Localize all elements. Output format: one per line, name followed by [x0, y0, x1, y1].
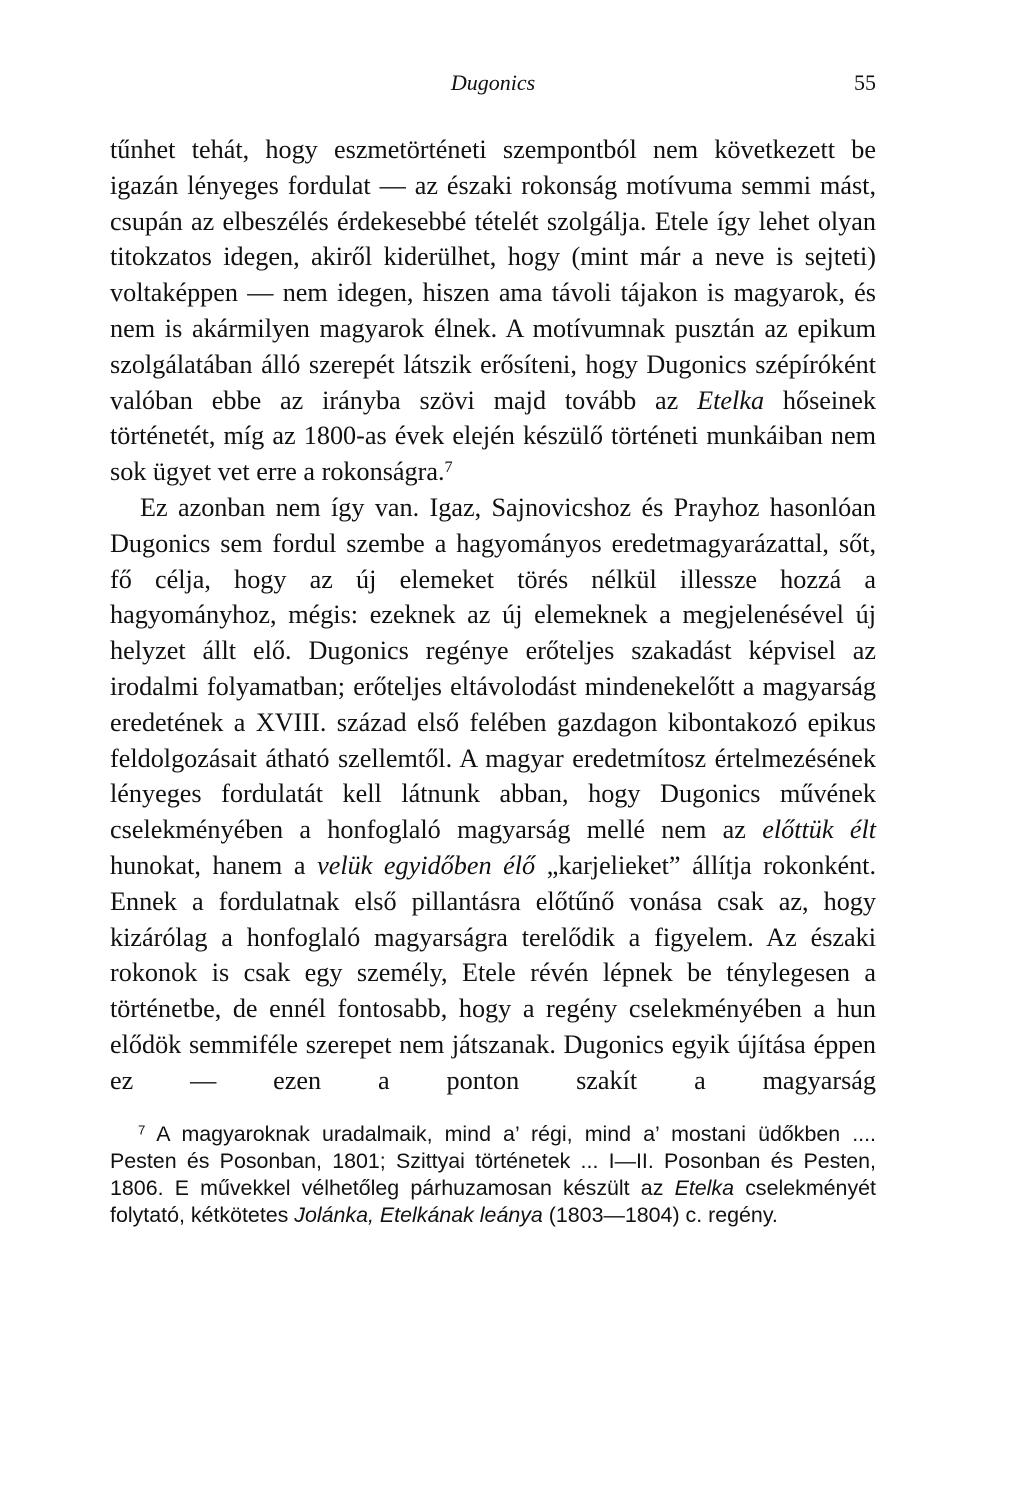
running-head: [110, 70, 876, 104]
footnote-marker: 7: [138, 1121, 146, 1137]
paragraph-2: [110, 490, 876, 1099]
footnotes: [110, 1121, 876, 1229]
paragraph-2-text-c: „karjelieket” állítja rokonként. Ennek a fordulatnak első pillantásra előtűnő vonása csak az, hogy kizárólag a honfoglaló magyarságra terelődik a figyelem. Az északi rokonok is csak egy személy, Etele révén lépnek be ténylegesen a történetbe, de ennél fontosabb, hogy a regény cselekményében a hun elődök semmiféle szerepet nem játszanak. Dugonics egyik újítása éppen ez — ezen a ponton szakít a magyarság: [110, 850, 877, 1095]
footnote-reference[interactable]: 7: [444, 458, 453, 477]
paragraph-1: [110, 132, 876, 490]
body-text: [110, 132, 876, 1099]
paragraph-1-text-b: hőseinek történetét, míg az 1800-as évek elején készülő történeti munkáiban nem sok ügyet vet erre a rokonságra.: [110, 385, 876, 487]
page-number: 55: [854, 70, 876, 95]
paragraph-2-text-a: Ez azonban nem így van. Igaz, Sajnovicshoz és Prayhoz hasonlóan Dugonics sem fordul szembe a hagyományos eredetmagyarázattal, sőt, fő célja, hogy az új elemeket törés nélkül illessze hozzá a hagyományhoz, mégis: ezeknek az új elemeknek a megjelenésével új helyzet állt elő. Dugonics regénye erőteljes szakadást képvisel az irodalmi folyamatban; erőteljes eltávolodást mindenekelőtt a magyarság eredetének a XVIII. század első felében gazdagon kibontakozó epikus feldolgozásait átható szellemtől. A magyar eredetmítosz értelmezésének lényeges fordulatát kell látnunk abban, hogy Dugonics művének cselekményében a honfoglaló magyarság mellé nem az: [110, 492, 876, 845]
footnote-text-a: A magyaroknak uradalmaik, mind a’ régi, mind a’ mostani üdőkben .... Pesten és Posonban, 1801; Szittyai történetek ... I—II. Posonban és Pesten, 1806. E művekkel vélhetőleg párhuzamosan készült az: [110, 1121, 876, 1200]
emphasis-elottuk-elt: előttük élt: [762, 815, 876, 845]
footnote-text-c: (1803—1804) c. regény.: [542, 1202, 778, 1227]
book-page: [110, 70, 876, 1229]
paragraph-2-text-b: hunokat, hanem a: [110, 850, 318, 880]
footnote-text-b: cselekményét folytató, kétkötetes: [110, 1175, 876, 1227]
paragraph-1-text-a: tűnhet tehát, hogy eszmetörténeti szempontból nem következett be igazán lényeges fordulat — az északi rokonság motívuma semmi mást, csupán az elbeszélés érdekesebbé tételét szolgálja. Etele így lehet olyan titokzatos idegen, akiről kiderülhet, hogy (mint már a neve is sejteti) voltaképpen — nem idegen, hiszen ama távoli tájakon is magyarok, és nem is akármilyen magyarok élnek. A motívumnak pusztán az epikum szolgálatában álló szerepét látszik erősíteni, hogy Dugonics szépíróként valóban ebbe az irányba szövi majd tovább az: [110, 135, 876, 415]
work-title-etelka: Etelka: [697, 385, 765, 415]
emphasis-veluk-egyidoben-elo: velük egyidőben élő: [317, 850, 536, 880]
footnote-title-etelka: Etelka: [674, 1175, 735, 1200]
footnote-7: [110, 1121, 876, 1229]
running-title: Dugonics: [450, 70, 536, 95]
footnote-title-jolanka: Jolánka, Etelkának leánya: [294, 1202, 543, 1227]
